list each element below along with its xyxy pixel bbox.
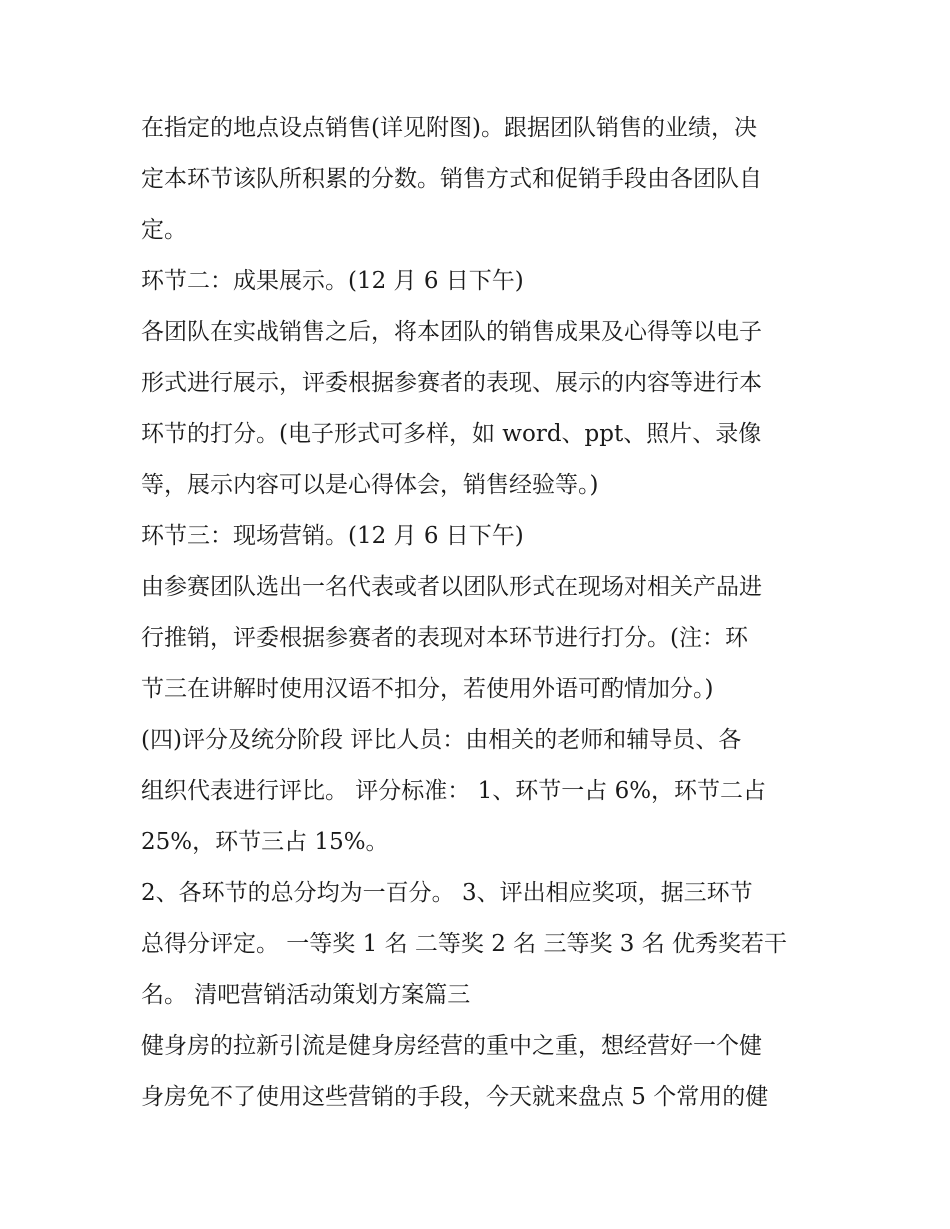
text-line: 环节的打分。(电子形式可多样，如 word、ppt、照片、录像 <box>141 421 762 447</box>
text-line: 等，展示内容可以是心得体会，销售经验等。) <box>141 472 599 498</box>
text-line: (四)评分及统分阶段 评比人员：由相关的老师和辅导员、各 <box>141 727 742 753</box>
section-heading-line: 环节三：现场营销。(12 月 6 日下午) <box>141 523 524 549</box>
text-line: 定。 <box>141 217 187 243</box>
text-line: 名。 清吧营销活动策划方案篇三 <box>141 982 471 1008</box>
text-line: 2、各环节的总分均为一百分。 3、评出相应奖项，据三环节 <box>141 880 753 906</box>
text-line: 组织代表进行评比。 评分标准： 1、环节一占 6%，环节二占 <box>141 778 767 804</box>
text-line: 由参赛团队选出一名代表或者以团队形式在现场对相关产品进 <box>141 574 762 600</box>
text-line: 各团队在实战销售之后，将本团队的销售成果及心得等以电子 <box>141 319 762 345</box>
text-line: 健身房的拉新引流是健身房经营的重中之重，想经营好一个健 <box>141 1033 762 1059</box>
document-body <box>141 103 821 1123</box>
text-line: 节三在讲解时使用汉语不扣分，若使用外语可酌情加分。) <box>141 676 714 702</box>
section-heading-line: 环节二：成果展示。(12 月 6 日下午) <box>141 268 524 294</box>
text-line: 身房免不了使用这些营销的手段，今天就来盘点 5 个常用的健 <box>141 1084 769 1110</box>
text-line: 形式进行展示，评委根据参赛者的表现、展示的内容等进行本 <box>141 370 762 396</box>
text-line: 在指定的地点设点销售(详见附图)。跟据团队销售的业绩，决 <box>141 115 757 141</box>
text-line: 25%，环节三占 15%。 <box>141 829 389 855</box>
text-line: 定本环节该队所积累的分数。销售方式和促销手段由各团队自 <box>141 166 762 192</box>
text-line: 总得分评定。 一等奖 1 名 二等奖 2 名 三等奖 3 名 优秀奖若干 <box>141 931 788 957</box>
text-line: 行推销，评委根据参赛者的表现对本环节进行打分。(注：环 <box>141 625 748 651</box>
